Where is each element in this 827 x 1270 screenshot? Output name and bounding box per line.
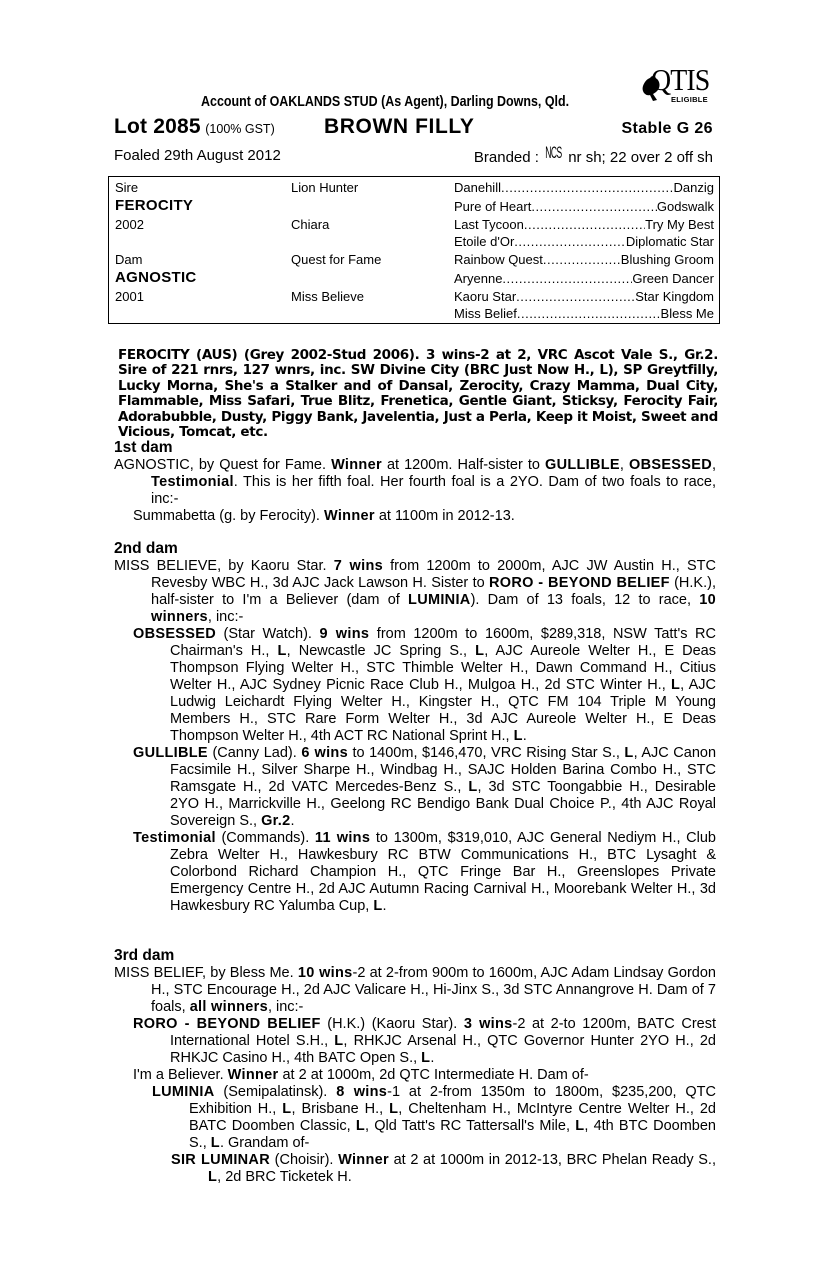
granddam-maternal: Miss Believe xyxy=(291,289,364,304)
horse-description: BROWN FILLY xyxy=(324,115,475,138)
progeny-entry-sir-luminar: SIR LUMINAR (Choisir). Winner at 2 at 1000m in 2012-13, BRC Phelan Ready S., L, 2d BRC Ticketek H. xyxy=(171,1152,716,1185)
great-grandparent-row xyxy=(454,217,714,233)
first-dam-section xyxy=(114,439,716,525)
second-dam-section xyxy=(114,540,716,915)
great-grandparent-row xyxy=(454,289,714,305)
ancestor-sire: Star Kingdom xyxy=(635,289,714,304)
great-grandparent-row xyxy=(454,252,714,268)
dam-paragraph: AGNOSTIC, by Quest for Fame. Winner at 1200m. Half-sister to GULLIBLE, OBSESSED, Testimonial. This is her fifth foal. Her fourth foal is a 2YO. Dam of two foals to race, inc:- xyxy=(114,457,717,507)
ancestor-sire: Diplomatic Star xyxy=(625,234,714,249)
progeny-entry-luminia: LUMINIA (Semipalatinsk). 8 wins-1 at 2-from 1350m to 1800m, $235,200, QTC Exhibition H., L, Brisbane H., L, Cheltenham H., McIntyre Centre Welter H., 2d BATC Doomben Classic, L, Qld Tatt's RC Tattersall's Mile, L, 4th BTC Doomben S., L. Grandam of- xyxy=(152,1084,717,1151)
ancestor-name: Rainbow Quest xyxy=(454,252,543,267)
sire-year: 2002 xyxy=(115,217,144,232)
progeny-entry-testimonial: Testimonial (Commands). 11 wins to 1300m, $319,010, AJC General Nediym H., Club Zebra Welter H., Hawkesbury RC BTW Communications H., BTC Lysaght & Colorbond Richard Champion H., QTC Fringe Bar H., Greenslopes Private Emergency Centre H., 2d AJC Autumn Racing Carnival H., Moorebank Welter H., 3d Hawkesbury RC Yalumba Cup, L. xyxy=(133,830,716,914)
progeny-entry-gullible: GULLIBLE (Canny Lad). 6 wins to 1400m, $146,470, VRC Rising Star S., L, AJC Canon Facsimile H., Silver Sharpe H., Windbag H., SAJC Holden Barina Combo H., STC Ramsgate H., 2d VATC Mercedes-Benz S., L, 3d STC Toongabbie H., Desirable 2YO H., Marrickville H., Geelong RC Bendigo Bank Dual Choice P., 4th AJC Royal Sovereign S., Gr.2. xyxy=(133,745,717,829)
ancestor-sire: Godswalk xyxy=(656,199,714,214)
foaled-date: Foaled 29th August 2012 xyxy=(114,147,281,164)
stable-location: Stable G 26 xyxy=(621,120,713,137)
ancestor-sire: Try My Best xyxy=(645,217,714,232)
third-dam-section xyxy=(114,947,716,1186)
grandsire-maternal: Quest for Fame xyxy=(291,252,382,267)
dam-paragraph: MISS BELIEVE, by Kaoru Star. 7 wins from 1200m to 2000m, AJC JW Austin H., STC Revesby WBC H., 3d AJC Jack Lawson H. Sister to RORO - BEYOND BELIEF (H.K.), half-sister to I'm a Believer (dam of LUMINIA). Dam of 13 foals, 12 to race, 10 winners, inc:- xyxy=(114,558,716,625)
progeny-entry-obsessed: OBSESSED (Star Watch). 9 wins from 1200m to 1600m, $289,318, NSW Tatt's RC Chairman's H., L, Newcastle JC Spring S., L, AJC Aureole Welter H., E Deas Thompson Flying Welter H., STC Thimble Welter H., Dawn Command H., Citius Welter H., AJC Sydney Picnic Race Club H., Mulgoa H., 2d STC Winter H., L, AJC Ludwig Leichardt Flying Welter H., Kingster H., QTC FM 104 Triple M Young Members H., STC Rare Form Welter H., 3d AJC Aureole Welter H., E Deas Thompson Welter H., 4th ACT RC National Sprint H., L. xyxy=(133,626,717,744)
great-grandparent-row xyxy=(454,180,714,196)
dam-name: AGNOSTIC xyxy=(115,269,197,286)
great-grandparent-row xyxy=(454,234,714,250)
pedigree-table xyxy=(108,176,720,324)
section-heading: 3rd dam xyxy=(114,947,175,964)
progeny-entry: Summabetta (g. by Ferocity). Winner at 1100m in 2012-13. xyxy=(133,508,515,524)
great-grandparent-row xyxy=(454,271,714,287)
dam-paragraph: MISS BELIEF, by Bless Me. 10 wins-2 at 2-from 900m to 1600m, AJC Adam Lindsay Gordon H., STC Encourage H., 2d AJC Valicare H., Hi-Jinx S., 3d STC Annangrove H. Dam of 7 foals, all winners, inc:- xyxy=(114,965,716,1015)
ancestor-sire: Bless Me xyxy=(660,306,714,321)
gst-note: (100% GST) xyxy=(205,122,275,136)
progeny-entry-roro: RORO - BEYOND BELIEF (H.K.) (Kaoru Star). 3 wins-2 at 2-to 1200m, BATC Crest International Hotel S.H., L, RHKJC Arsenal H., QTC Governor Hunter 2YO H., 2d RHKJC Casino H., 4th BATC Open S., L. xyxy=(133,1016,716,1066)
ancestor-name: Etoile d'Or xyxy=(454,234,515,249)
brand-mark: NCS xyxy=(545,143,562,162)
ancestor-name: Pure of Heart xyxy=(454,199,532,214)
lot-number-line xyxy=(114,115,275,139)
dam-year: 2001 xyxy=(115,289,144,304)
ancestor-name: Danehill xyxy=(454,180,501,195)
section-heading: 2nd dam xyxy=(114,540,178,557)
qtis-logo-text: QTIS xyxy=(651,62,710,97)
qtis-eligible-logo xyxy=(641,62,713,106)
branded-label: Branded : xyxy=(473,149,539,166)
great-grandparent-row xyxy=(454,306,714,322)
ancestor-name: Last Tycoon xyxy=(454,217,524,232)
ancestor-sire: Blushing Groom xyxy=(620,252,714,267)
grandsire-paternal: Lion Hunter xyxy=(291,180,359,195)
ancestor-sire: Green Dancer xyxy=(632,271,714,286)
sire-name: FEROCITY xyxy=(115,197,194,214)
ancestor-sire: Danzig xyxy=(673,180,714,195)
granddam-paternal: Chiara xyxy=(291,217,330,232)
eligible-label: ELIGIBLE xyxy=(671,95,708,104)
ancestor-name: Miss Belief xyxy=(454,306,517,321)
lot-number: Lot 2085 xyxy=(114,115,201,138)
ancestor-name: Kaoru Star xyxy=(454,289,517,304)
dam-label: Dam xyxy=(115,252,143,267)
great-grandparent-row xyxy=(454,199,714,215)
progeny-entry-believer: I'm a Believer. Winner at 2 at 1000m, 2d QTC Intermediate H. Dam of- xyxy=(133,1067,589,1083)
sire-label: Sire xyxy=(115,180,139,195)
ancestor-name: Aryenne xyxy=(454,271,503,286)
sire-summary: FEROCITY (AUS) (Grey 2002-Stud 2006). 3 wins-2 at 2, VRC Ascot Vale S., Gr.2. Sire of 221 rnrs, 127 wnrs, inc. SW Divine City (BRC Just Now H., L), SP Greytfilly, Lucky Morna, She's a Stalker and of Dansal, Zerocity, Crazy Mamma, Dual City, Flammable, Miss Safari, True Blitz, Frenetica, Gentle Giant, Sticksy, Ferocity Fair, Adorabubble, Dusty, Piggy Bank, Javelentia, Just a Perla, Keep it Moist, Sweet and Vicious, Tomcat, etc. xyxy=(118,346,718,440)
brand-description xyxy=(473,143,713,167)
section-heading: 1st dam xyxy=(114,439,173,456)
vendor-account: Account of OAKLANDS STUD (As Agent), Darling Downs, Qld. xyxy=(201,94,570,110)
branded-details: nr sh; 22 over 2 off sh xyxy=(568,149,713,166)
